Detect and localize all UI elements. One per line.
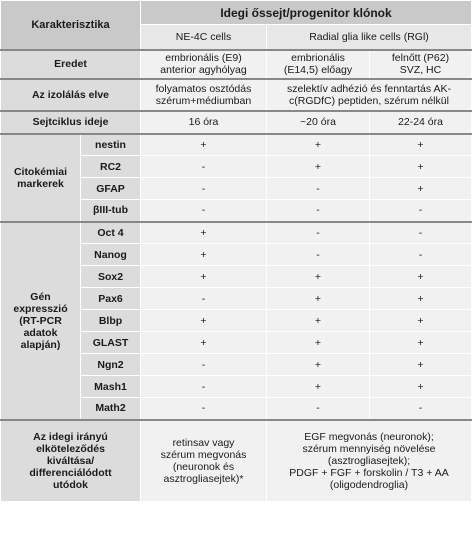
marker-name: βIII-tub bbox=[81, 200, 141, 222]
gene-name: Math2 bbox=[81, 398, 141, 420]
marker-rgl-embryonic-value: - bbox=[267, 200, 370, 222]
differentiation-ne4c: retinsav vagy szérum megvonás (neuronok és asztrogliasejtek)* bbox=[141, 420, 267, 502]
marker-rgl-embryonic-value: - bbox=[267, 178, 370, 200]
gene-rgl-embryonic-value: + bbox=[267, 310, 370, 332]
gene-name: Oct 4 bbox=[81, 222, 141, 244]
gene-rgl-adult-value: - bbox=[370, 244, 472, 266]
gene-ne4c-value: + bbox=[141, 266, 267, 288]
gene-ne4c-value: - bbox=[141, 288, 267, 310]
gene-ne4c-value: + bbox=[141, 244, 267, 266]
marker-ne4c-value: - bbox=[141, 200, 267, 222]
gene-rgl-adult-value: - bbox=[370, 222, 472, 244]
gene-rgl-adult-value: - bbox=[370, 398, 472, 420]
gene-rgl-adult-value: + bbox=[370, 376, 472, 398]
row-label-sejtciklus: Sejtciklus ideje bbox=[1, 111, 141, 134]
markers-group-label: Citokémiai markerek bbox=[1, 134, 81, 222]
marker-rgl-adult-value: + bbox=[370, 156, 472, 178]
gene-rgl-embryonic-value: + bbox=[267, 288, 370, 310]
gene-ne4c-value: - bbox=[141, 398, 267, 420]
gene-name: Nanog bbox=[81, 244, 141, 266]
marker-name: GFAP bbox=[81, 178, 141, 200]
sejtciklus-ne4c: 16 óra bbox=[141, 111, 267, 134]
marker-ne4c-value: - bbox=[141, 178, 267, 200]
eredet-ne4c: embrionális (E9) anterior agyhólyag bbox=[141, 50, 267, 79]
marker-rgl-adult-value: + bbox=[370, 178, 472, 200]
gene-rgl-embryonic-value: + bbox=[267, 266, 370, 288]
marker-rgl-embryonic-value: + bbox=[267, 134, 370, 156]
izolalas-rgl: szelektív adhézió és fenntartás AK- c(RGDfC) peptiden, szérum nélkül bbox=[267, 79, 472, 111]
gene-rgl-embryonic-value: - bbox=[267, 398, 370, 420]
gene-ne4c-value: + bbox=[141, 222, 267, 244]
sejtciklus-rgl-embryonic: ~20 óra bbox=[267, 111, 370, 134]
gene-name: Blbp bbox=[81, 310, 141, 332]
sejtciklus-rgl-adult: 22-24 óra bbox=[370, 111, 472, 134]
column-header-ne4c: NE-4C cells bbox=[141, 25, 267, 50]
genes-group-label: Gén expresszió (RT-PCR adatok alapján) bbox=[1, 222, 81, 420]
gene-name: Pax6 bbox=[81, 288, 141, 310]
row-label-differentiation: Az idegi irányú elköteleződés kiváltása/ differenciálódott utódok bbox=[1, 420, 141, 502]
marker-ne4c-value: - bbox=[141, 156, 267, 178]
row-label-izolalas: Az izolálás elve bbox=[1, 79, 141, 111]
gene-rgl-adult-value: + bbox=[370, 288, 472, 310]
column-header-rgl: Radial glia like cells (RGl) bbox=[267, 25, 472, 50]
gene-name: Mash1 bbox=[81, 376, 141, 398]
gene-ne4c-value: - bbox=[141, 354, 267, 376]
group-header: Idegi őssejt/progenitor klónok bbox=[141, 1, 472, 25]
gene-rgl-adult-value: + bbox=[370, 332, 472, 354]
marker-rgl-adult-value: - bbox=[370, 200, 472, 222]
gene-ne4c-value: - bbox=[141, 376, 267, 398]
gene-name: GLAST bbox=[81, 332, 141, 354]
gene-rgl-embryonic-value: + bbox=[267, 354, 370, 376]
row-label-eredet: Eredet bbox=[1, 50, 141, 79]
gene-rgl-embryonic-value: - bbox=[267, 244, 370, 266]
gene-rgl-adult-value: + bbox=[370, 266, 472, 288]
marker-name: nestin bbox=[81, 134, 141, 156]
gene-name: Sox2 bbox=[81, 266, 141, 288]
gene-ne4c-value: + bbox=[141, 332, 267, 354]
gene-name: Ngn2 bbox=[81, 354, 141, 376]
marker-ne4c-value: + bbox=[141, 134, 267, 156]
differentiation-rgl: EGF megvonás (neuronok); szérum mennyiség növelése (asztrogliasejtek); PDGF + FGF + forskolin / T3 + AA (oligodendroglia) bbox=[267, 420, 472, 502]
marker-name: RC2 bbox=[81, 156, 141, 178]
gene-rgl-embryonic-value: + bbox=[267, 376, 370, 398]
corner-header: Karakterisztika bbox=[1, 1, 141, 50]
marker-rgl-adult-value: + bbox=[370, 134, 472, 156]
gene-rgl-adult-value: + bbox=[370, 354, 472, 376]
gene-rgl-embryonic-value: - bbox=[267, 222, 370, 244]
gene-rgl-adult-value: + bbox=[370, 310, 472, 332]
marker-rgl-embryonic-value: + bbox=[267, 156, 370, 178]
gene-rgl-embryonic-value: + bbox=[267, 332, 370, 354]
eredet-rgl-adult: felnőtt (P62) SVZ, HC bbox=[370, 50, 472, 79]
eredet-rgl-embryonic: embrionális (E14,5) előagy bbox=[267, 50, 370, 79]
izolalas-ne4c: folyamatos osztódás szérum+médiumban bbox=[141, 79, 267, 111]
gene-ne4c-value: + bbox=[141, 310, 267, 332]
